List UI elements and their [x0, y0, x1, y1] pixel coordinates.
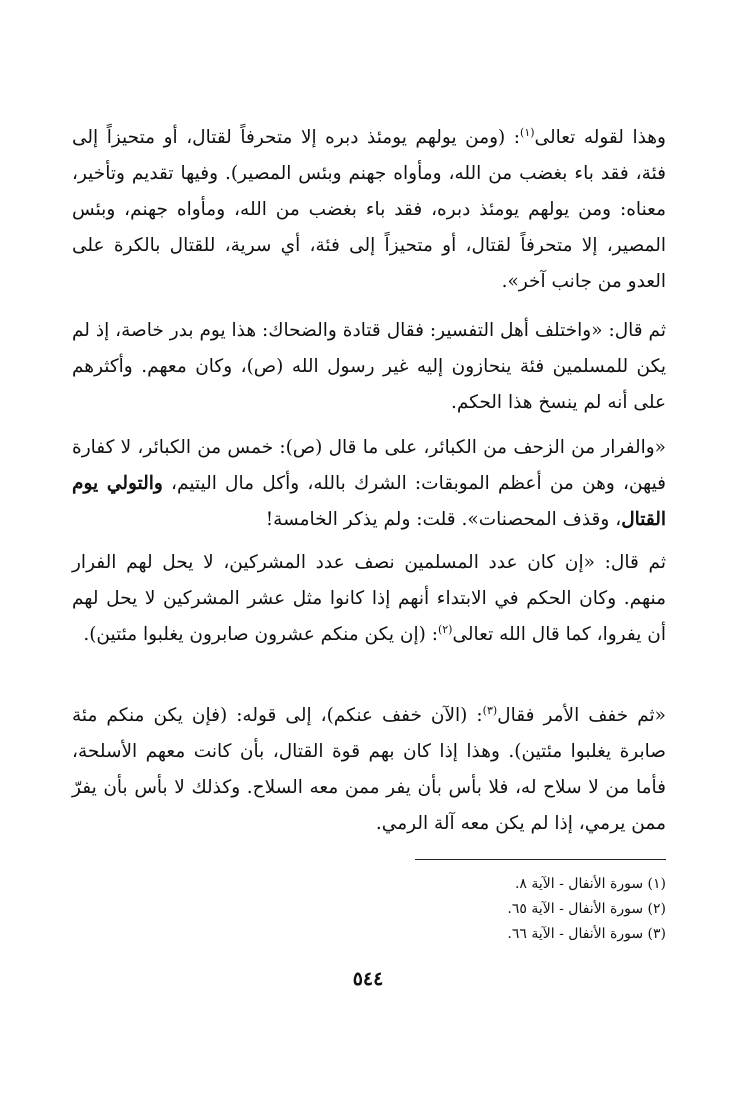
paragraph-2-text: ثم قال: «واختلف أهل التفسير: فقال قتادة والضحاك: هذا يوم بدر خاصة، إذ لم يكن للمسلمين فئة ينحازون إليه غير رسول الله (ص)، وكان معهم. وأكثرهم على أنه لم ينسخ هذا الحكم. — [72, 320, 666, 413]
paragraph-3 — [72, 430, 666, 538]
paragraph-1-part-2: : (ومن يولهم يومئذ دبره إلا متحرفاً لقتال، أو متحيزاً إلى فئة، فقد باء بغضب من الله، ومأواه جهنم وبئس المصير). وفيها تقديم وتأخير، معناه: ومن يولهم يومئذ دبره، فقد باء بغضب من الله، ومأواه جهنم، وبئس المصير، إلا متحرفاً لقتال، أو متحيزاً إلى فئة، أي سرية، للقتال بالكرة على العدو من جانب آخر». — [72, 127, 666, 292]
paragraph-2 — [72, 313, 666, 421]
footnote-2: (٢) سورة الأنفال - الآية ٦٥. — [507, 901, 666, 917]
paragraph-5-part-2: : (الآن خفف عنكم)، إلى قوله: (فإن يكن منكم مئة صابرة يغلبوا مئتين). وهذا إذا كان بهم قوة القتال، بأن كانت معهم الأسلحة، فأما من لا سلاح له، فلا بأس بأن يفر ممن معه السلاح. وكذلك لا بأس بأن يفرّ ممن يرمي، إذا لم يكن معه آلة الرمي. — [72, 705, 666, 834]
paragraph-3-part-1: «والفرار من الزحف من الكبائر، على ما قال (ص): خمس من الكبائر، لا كفارة فيهن، وهن من أعظم الموبقات: الشرك بالله، وأكل مال اليتيم، — [72, 437, 666, 494]
paragraph-4 — [72, 545, 666, 653]
footnote-1: (١) سورة الأنفال - الآية ٨. — [514, 876, 666, 892]
paragraph-3-text — [72, 430, 666, 538]
paragraph-5-part-1: «ثم خفف الأمر فقال — [497, 705, 666, 726]
paragraph-4-part-1: ثم قال: «إن كان عدد المسلمين نصف عدد المشركين، لا يحل لهم الفرار منهم. وكان الحكم في الابتداء أنهم إذا كانوا مثل عشر المشركين لا يحل لهم أن يفروا، كما قال الله تعالى — [72, 552, 666, 645]
paragraph-4-part-2: : (إن يكن منكم عشرون صابرون يغلبوا مئتين). — [83, 624, 438, 645]
footnote-divider — [415, 859, 666, 860]
paragraph-1-part-1: وهذا لقوله تعالى — [534, 127, 666, 148]
paragraph-1 — [72, 120, 666, 300]
paragraph-3-part-2: ، وقذف المحصنات». قلت: ولم يذكر الخامسة! — [265, 509, 622, 530]
footnote-ref-2: (٢) — [437, 622, 453, 636]
footnotes — [300, 872, 666, 947]
footnote-3: (٣) سورة الأنفال - الآية ٦٦. — [507, 926, 666, 942]
paragraph-4-text — [72, 545, 666, 653]
page-number: ٥٤٤ — [352, 968, 384, 990]
paragraph-3-bold-phrase: والتولي يوم القتال — [72, 473, 666, 530]
paragraph-5-text — [72, 698, 666, 842]
paragraph-1-text — [72, 120, 666, 300]
paragraph-5 — [72, 698, 666, 842]
footnote-ref-1: (١) — [520, 125, 535, 139]
footnote-ref-3: (٣) — [482, 703, 498, 717]
